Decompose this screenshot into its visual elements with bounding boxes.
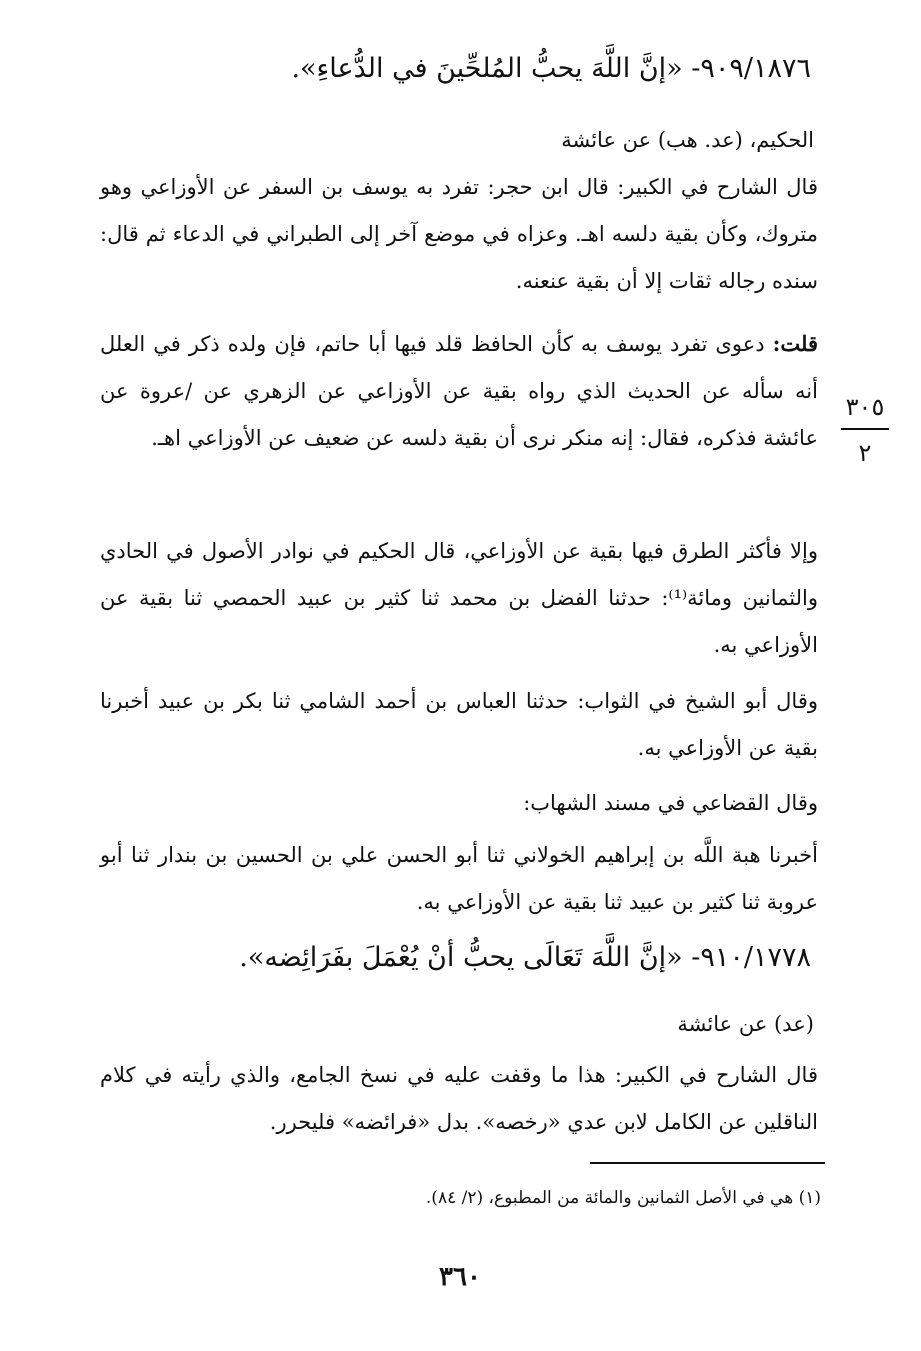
hadith-910-heading: ٩١٠/١٧٧٨- «إنَّ اللَّهَ تَعَالَى يحبُّ أنْ يُعْمَلَ بفَرَائِضه». [239, 942, 811, 973]
margin-reference [835, 392, 895, 468]
footnote-separator [590, 1162, 825, 1164]
margin-reference-rule [841, 428, 889, 430]
commentary-paragraph-2 [100, 320, 818, 462]
commentary-paragraph-4: وقال أبو الشيخ في الثواب: حدثنا العباس بن أحمد الشامي ثنا بكر بن عبيد أخبرنا بقية عن الأوزاعي به. [100, 689, 818, 760]
commentary-paragraph-6: أخبرنا هبة اللَّه بن إبراهيم الخولاني ثنا أبو الحسن علي بن الحسين بن بندار ثنا أبو عروبة ثنا كثير بن عبيد ثنا بقية عن الأوزاعي به. [100, 843, 818, 914]
commentary-paragraph-2-body: دعوى تفرد يوسف به كأن الحافظ قلد فيها أبا حاتم، فإن ولده ذكر في العلل أنه سأله عن الحديث الذي رواه بقية عن الأوزاعي عن الزهري عن /عروة عن عائشة فذكره، فقال: إنه منكر نرى أن بقية دلسه عن ضعيف عن الأوزاعي اهـ. [100, 332, 818, 450]
qultu-lead: قلت: [772, 331, 818, 356]
commentary-paragraph-5: وقال القضاعي في مسند الشهاب: [523, 791, 818, 815]
commentary-paragraph-1: قال الشارح في الكبير: قال ابن حجر: تفرد به يوسف بن السفر عن الأوزاعي وهو متروك، وكأن بقية دلسه اهـ. وعزاه في موضع آخر إلى الطبراني في الدعاء ثم قال: سنده رجاله ثقات إلا أن بقية عنعنه. [100, 175, 818, 293]
page-number: ٣٦٠ [439, 1262, 481, 1292]
hadith-909-heading: ٩٠٩/١٨٧٦- «إنَّ اللَّهَ يحبُّ المُلحِّينَ في الدُّعاءِ». [291, 53, 811, 84]
commentary-paragraph-3: وإلا فأكثر الطرق فيها بقية عن الأوزاعي، قال الحكيم في نوادر الأصول في الحادي والثمانين ومائة⁽¹⁾: حدثنا الفضل بن محمد ثنا كثير بن عبيد الحمصي ثنا بقية عن الأوزاعي به. [100, 539, 818, 657]
hadith-909-source: الحكيم، (عد. هب) عن عائشة [561, 128, 814, 152]
margin-reference-bottom: ٢ [858, 439, 872, 467]
hadith-910-source: (عد) عن عائشة [677, 1012, 814, 1036]
commentary-paragraph-7: قال الشارح في الكبير: هذا ما وقفت عليه في نسخ الجامع، والذي رأيته في كلام الناقلين عن الكامل لابن عدي «رخصه». بدل «فرائضه» فليحرر. [100, 1063, 818, 1134]
footnote: (١) هي في الأصل الثمانين والمائة من المطبوع، (٢/ ٨٤). [425, 1188, 821, 1208]
margin-reference-top: ٣٠٥ [845, 393, 885, 421]
